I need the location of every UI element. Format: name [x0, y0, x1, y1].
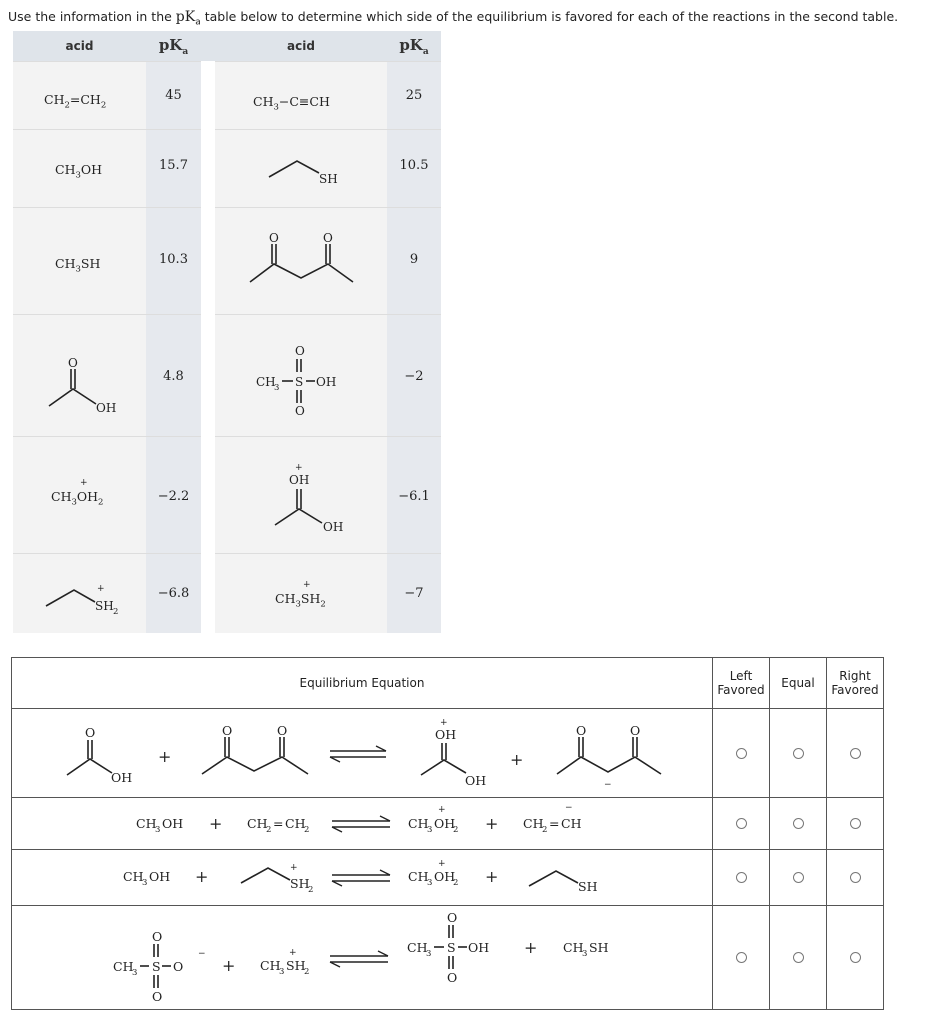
col-header-acid-2: acid	[215, 31, 387, 61]
svg-text:O: O	[173, 959, 184, 974]
svg-text:2: 2	[304, 967, 310, 977]
svg-text:CH: CH	[113, 959, 134, 974]
pka-value: −6.8	[146, 553, 201, 633]
svg-text:+: +	[289, 948, 297, 958]
svg-text:2: 2	[304, 825, 310, 835]
col-header-acid: acid	[13, 31, 146, 61]
pka-value: 45	[146, 61, 201, 129]
svg-text:3: 3	[142, 878, 148, 888]
svg-text:+: +	[438, 805, 446, 815]
pka-value: 4.8	[146, 314, 201, 436]
ethanethiol-structure	[215, 130, 387, 208]
svg-text:+: +	[485, 867, 499, 886]
svg-text:CH: CH	[136, 816, 157, 831]
svg-text:CH: CH	[260, 958, 281, 973]
equation-3-drawing	[12, 850, 712, 906]
svg-text:3: 3	[155, 825, 161, 835]
svg-text:3: 3	[274, 383, 280, 393]
pka-value: −6.1	[387, 436, 441, 553]
svg-text:CH: CH	[123, 869, 144, 884]
col-header-pka-2: $pK_a$	[387, 31, 441, 61]
acid-ethene: $CH_2=CH_2$	[13, 61, 146, 129]
svg-text:OH: OH	[434, 869, 456, 884]
equation-row	[12, 709, 884, 798]
radio-right-favored[interactable]	[850, 748, 861, 759]
svg-text:S: S	[295, 375, 304, 389]
svg-text:O: O	[447, 970, 458, 985]
svg-text:S: S	[447, 940, 456, 955]
svg-text:O: O	[152, 989, 163, 1004]
svg-text:OH: OH	[162, 816, 184, 831]
svg-text:+: +	[222, 956, 236, 975]
svg-text:SH: SH	[578, 879, 598, 894]
radio-right-favored[interactable]	[850, 952, 861, 963]
radio-right-favored[interactable]	[850, 818, 861, 829]
pka-value: 10.5	[387, 129, 441, 207]
svg-text:CH: CH	[561, 816, 582, 831]
equation-4	[12, 906, 713, 1010]
pka-value: −2	[387, 314, 441, 436]
equation-2-drawing	[12, 798, 712, 850]
acid-methylsulfonium: $CH_3SH_2$ +	[215, 553, 387, 633]
radio-equal[interactable]	[793, 872, 804, 883]
svg-text:+: +	[295, 463, 303, 473]
svg-text:O: O	[68, 356, 78, 370]
svg-text:O: O	[295, 404, 305, 418]
acid-methanol: $CH_3OH$	[13, 129, 146, 207]
svg-text:3: 3	[427, 878, 433, 888]
svg-text:O: O	[630, 723, 641, 738]
svg-text:CH: CH	[523, 816, 544, 831]
svg-text:O: O	[269, 231, 279, 245]
svg-text:CH: CH	[407, 940, 428, 955]
svg-text:OH: OH	[434, 816, 456, 831]
col-header-equation: Equilibrium Equation	[12, 658, 713, 709]
radio-right-favored[interactable]	[850, 872, 861, 883]
svg-text:OH: OH	[465, 773, 487, 788]
svg-text:O: O	[447, 910, 458, 925]
col-header-right-favored: Right Favored	[827, 658, 884, 709]
radio-left-favored[interactable]	[736, 818, 747, 829]
svg-text:2: 2	[266, 825, 272, 835]
svg-text:3: 3	[582, 949, 588, 959]
acid-methanethiol: $CH_3SH$	[13, 207, 146, 314]
pka-table	[13, 31, 441, 633]
svg-text:OH: OH	[289, 473, 310, 487]
svg-text:O: O	[152, 929, 163, 944]
acetic-acid-structure	[13, 315, 146, 437]
svg-text:−: −	[198, 949, 206, 959]
pka-value: 10.3	[146, 207, 201, 314]
acid-methyloxonium: $CH_3OH_2$ +	[13, 436, 146, 553]
acid-pentanedione	[215, 207, 387, 314]
radio-left-favored[interactable]	[736, 952, 747, 963]
acid-protonated-acetic	[215, 436, 387, 553]
svg-text:2: 2	[453, 825, 459, 835]
svg-text:O: O	[295, 344, 305, 358]
svg-text:OH: OH	[316, 375, 337, 389]
svg-text:+: +	[209, 814, 223, 833]
svg-text:CH: CH	[285, 816, 306, 831]
equation-3	[12, 850, 713, 906]
pka-symbol: pK	[175, 9, 196, 25]
svg-text:+: +	[485, 814, 499, 833]
acid-propyne: $CH_3-C\equiv CH$	[215, 61, 387, 129]
svg-text:OH: OH	[111, 770, 133, 785]
svg-text:S: S	[152, 959, 161, 974]
pentanedione-structure	[215, 208, 387, 315]
equation-4-drawing	[12, 906, 712, 1010]
svg-text:CH: CH	[247, 816, 268, 831]
svg-text:O: O	[85, 725, 96, 740]
svg-text:+: +	[510, 750, 524, 769]
svg-text:OH: OH	[435, 727, 457, 742]
svg-text:SH: SH	[290, 876, 310, 891]
svg-text:SH: SH	[589, 940, 609, 955]
svg-text:OH: OH	[323, 520, 344, 534]
svg-text:+: +	[195, 867, 209, 886]
svg-text:2: 2	[542, 825, 548, 835]
acid-protonated-ethanethiol	[13, 553, 146, 633]
svg-text:+: +	[290, 863, 298, 873]
pka-subscript: a	[195, 17, 201, 28]
svg-text:O: O	[323, 231, 333, 245]
pka-value: 25	[387, 61, 441, 129]
equation-row	[12, 906, 884, 1010]
radio-equal[interactable]	[793, 748, 804, 759]
svg-text:−: −	[604, 780, 612, 790]
protonated-ethanethiol-structure	[13, 554, 146, 634]
svg-text:3: 3	[279, 967, 285, 977]
svg-text:OH: OH	[96, 401, 117, 415]
svg-text:+: +	[440, 718, 448, 728]
col-header-pka: $pK_a$	[146, 31, 201, 61]
svg-text:2: 2	[308, 885, 314, 895]
col-header-equal: Equal	[770, 658, 827, 709]
svg-text:3: 3	[426, 949, 432, 959]
svg-text:CH: CH	[408, 816, 429, 831]
radio-equal[interactable]	[793, 818, 804, 829]
svg-text:2: 2	[453, 878, 459, 888]
svg-text:O: O	[277, 723, 288, 738]
svg-text:+: +	[438, 859, 446, 869]
svg-text:−: −	[565, 803, 573, 813]
svg-text:+: +	[158, 747, 172, 766]
svg-text:O: O	[576, 723, 587, 738]
pka-value: −7	[387, 553, 441, 633]
svg-text:3: 3	[427, 825, 433, 835]
col-header-left-favored: Left Favored	[713, 658, 770, 709]
svg-text:OH: OH	[468, 940, 490, 955]
equation-row	[12, 798, 884, 850]
instructions-text: Use the information in the	[8, 9, 176, 24]
protonated-acetic-acid-structure	[215, 437, 387, 554]
svg-text:+: +	[97, 584, 105, 594]
svg-text:SH: SH	[286, 958, 306, 973]
instructions	[8, 9, 898, 28]
acid-acetic-acid	[13, 314, 146, 436]
equation-row	[12, 850, 884, 906]
pka-value: −2.2	[146, 436, 201, 553]
svg-text:CH: CH	[408, 869, 429, 884]
svg-text:CH: CH	[563, 940, 584, 955]
equation-1	[12, 709, 713, 798]
equilibrium-table	[11, 657, 884, 1010]
svg-text:CH: CH	[256, 375, 276, 389]
equation-2	[12, 798, 713, 850]
pka-value: 9	[387, 207, 441, 314]
methanesulfonic-acid-structure	[215, 315, 387, 437]
radio-equal[interactable]	[793, 952, 804, 963]
svg-text:=: =	[273, 816, 284, 831]
acid-methanesulfonic	[215, 314, 387, 436]
instructions-text-end: table below to determine which side of the equilibrium is favored for each of the reactions in the second table.	[200, 9, 899, 24]
svg-text:+: +	[524, 938, 538, 957]
svg-text:OH: OH	[149, 869, 171, 884]
radio-left-favored[interactable]	[736, 748, 747, 759]
pka-value: 15.7	[146, 129, 201, 207]
svg-text:=: =	[549, 816, 560, 831]
radio-left-favored[interactable]	[736, 872, 747, 883]
svg-text:3: 3	[132, 968, 138, 978]
svg-text:SH: SH	[319, 172, 338, 186]
svg-text:O: O	[222, 723, 233, 738]
equation-1-drawing	[12, 709, 712, 798]
svg-text:SH: SH	[95, 599, 114, 613]
svg-text:2: 2	[113, 607, 119, 617]
acid-ethanethiol	[215, 129, 387, 207]
